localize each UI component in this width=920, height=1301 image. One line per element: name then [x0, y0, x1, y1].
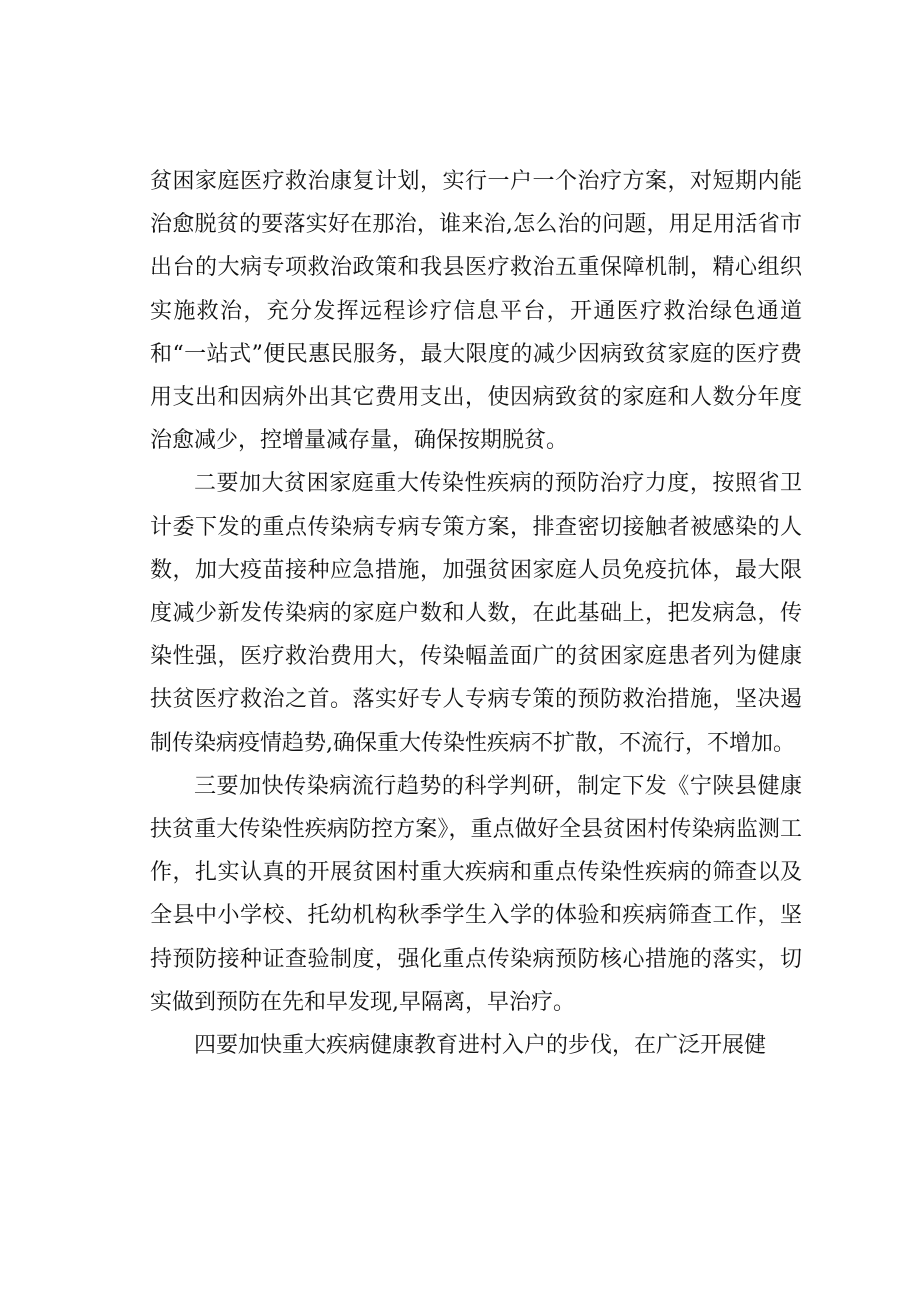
paragraph-point-three: 三要加快传染病流行趋势的科学判研，制定下发《宁陕县健康扶贫重大传染性疾病防控方案》，重点做好全县贫困村传染病监测工作，扎实认真的开展贫困村重大疾病和重点传染性疾病的筛查以及全县中小学校、托幼机构秋季学生入学的体验和疾病筛查工作，坚持预防接种证查验制度，强化重点传染病预防核心措施的落实，切实做到预防在先和早发现,早隔离，早治疗。: [150, 773, 802, 1015]
paragraph-point-four: 四要加快重大疾病健康教育进村入户的步伐，在广泛开展健: [194, 1033, 767, 1059]
paragraph-point-two: 二要加大贫困家庭重大传染性疾病的预防治疗力度，按照省卫计委下发的重点传染病专病专策方案，排查密切接触者被感染的人数，加大疫苗接种应急措施，加强贫困家庭人员免疫抗体，最大限度减少新发传染病的家庭户数和人数，在此基础上，把发病急，传染性强，医疗救治费用大，传染幅盖面广的贫困家庭患者列为健康扶贫医疗救治之首。落实好专人专病专策的预防救治措施，坚决遏制传染病疫情趋势,确保重大传染性疾病不扩散，不流行，不增加。: [150, 471, 802, 756]
paragraph-continued: 贫困家庭医疗救治康复计划，实行一户一个治疗方案，对短期内能治愈脱贫的要落实好在那治，谁来治,怎么治的问题，用足用活省市出台的大病专项救治政策和我县医疗救治五重保障机制，精心组织实施救治，充分发挥远程诊疗信息平台，开通医疗救治绿色通道和“一站式”便民惠民服务，最大限度的减少因病致贫家庭的医疗费用支出和因病外出其它费用支出，使因病致贫的家庭和人数分年度治愈减少，控增量减存量，确保按期脱贫。: [150, 169, 802, 454]
document-body: [150, 160, 802, 1067]
